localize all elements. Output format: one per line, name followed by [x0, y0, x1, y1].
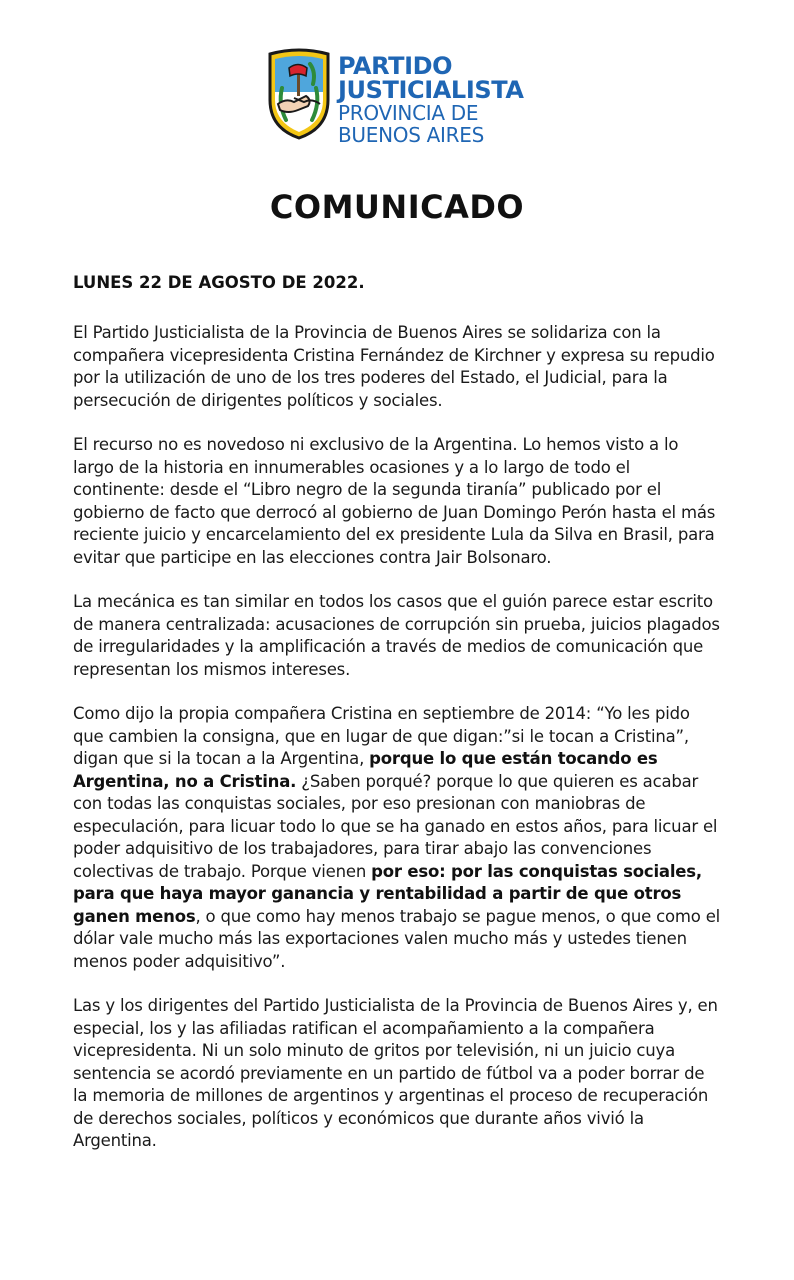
province-line2: BUENOS AIRES	[338, 123, 484, 147]
party-name	[338, 54, 524, 146]
party-name-line1: PARTIDO	[338, 52, 453, 80]
party-header	[264, 48, 544, 148]
paragraph-4-bold-1: porque lo que están tocando es Argentina, no a Cristina.	[73, 749, 658, 791]
province-line1: PROVINCIA DE	[338, 101, 479, 125]
paragraph-4-bold-2: por eso: por las conquistas sociales, para que haya mayor ganancia y rentabilidad a partir de que otros ganen menos	[73, 861, 702, 926]
document-body	[73, 322, 723, 1175]
party-name-line2: JUSTICIALISTA	[338, 76, 524, 104]
document-title: COMUNICADO	[269, 188, 525, 226]
pj-escudo-icon	[264, 48, 334, 140]
paragraph-4-text-3: , o que como hay menos trabajo se pague menos, o que como el dólar vale mucho más las exportaciones valen mucho más y ustedes tienen menos poder adquisitivo”.	[73, 906, 721, 971]
paragraph-2: El recurso no es novedoso ni exclusivo de la Argentina. Lo hemos visto a lo largo de la historia en innumerables ocasiones y a lo largo de todo el continente: desde el “Libro negro de la segunda tiranía” publicado por el gobierno de facto que derrocó al gobierno de Juan Domingo Perón hasta el más reciente juicio y encarcelamiento del ex presidente Lula da Silva en Brasil, para evitar que participe en las elecciones contra Jair Bolsonaro.	[73, 435, 716, 567]
paragraph-3: La mecánica es tan similar en todos los casos que el guión parece estar escrito de manera centralizada: acusaciones de corrupción sin prueba, juicios plagados de irregularidades y la amplificación a través de medios de comunicación que representan los mismos intereses.	[73, 592, 720, 679]
paragraph-4	[73, 703, 723, 973]
document-date: LUNES 22 DE AGOSTO DE 2022.	[73, 273, 365, 292]
paragraph-1: El Partido Justicialista de la Provincia de Buenos Aires se solidariza con la compañera vicepresidenta Cristina Fernández de Kirchner y expresa su repudio por la utilización de uno de los tres poderes del Estado, el Judicial, para la persecución de dirigentes políticos y sociales.	[73, 323, 715, 410]
paragraph-4-text-2: ¿Saben porqué? porque lo que quieren es acabar con todas las conquistas sociales, por eso presionan con maniobras de especulación, para licuar todo lo que se ha ganado en estos años, para licuar el poder adquisitivo de los trabajadores, para tirar abajo las convenciones colectivas de trabajo. Porque vienen	[73, 771, 718, 881]
paragraph-5: Las y los dirigentes del Partido Justicialista de la Provincia de Buenos Aires y, en especial, los y las afiliadas ratifican el acompañamiento a la compañera vicepresidenta. Ni un solo minuto de gritos por televisión, ni un juicio cuya sentencia se acordó previamente en un partido de fútbol va a poder borrar de la memoria de millones de argentinos y argentinas el proceso de recuperación de derechos sociales, políticos y económicos que durante años vivió la Argentina.	[73, 996, 718, 1150]
paragraph-4-text-1: Como dijo la propia compañera Cristina en septiembre de 2014: “Yo les pido que cambien la consigna, que en lugar de que digan:”si le tocan a Cristina”, digan que si la tocan a la Argentina,	[73, 704, 690, 768]
